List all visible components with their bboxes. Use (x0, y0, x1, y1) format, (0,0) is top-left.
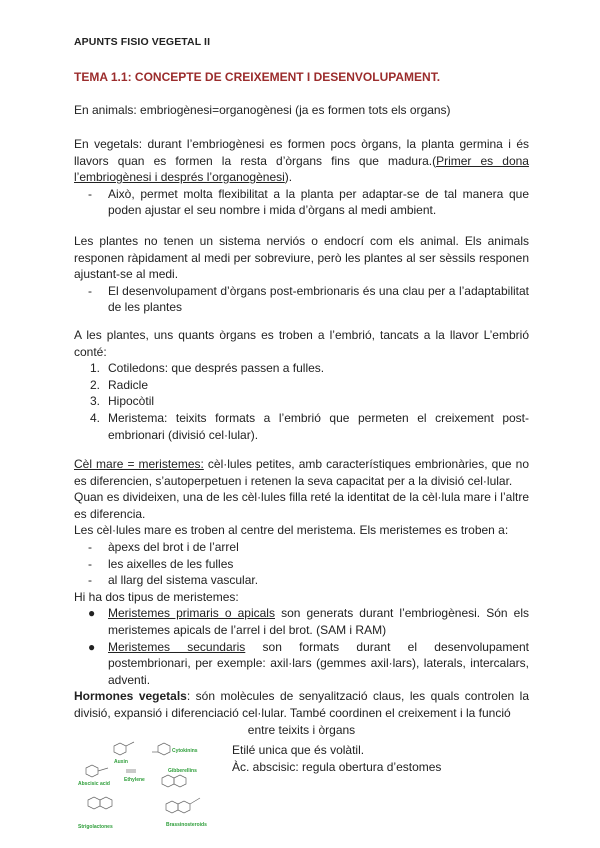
brassinosteroids-label: Brassinosteroids (166, 822, 207, 828)
meristem-definition-term: Cèl mare = meristemes: (74, 457, 204, 471)
meristem-definition-text: cèl·lules petites, amb característiques embrionàries, que no es diferencien, s’autoperpetuen i retenen la seva capacitat per a la divisió cel·lular. (74, 457, 529, 488)
paragraph-embryo-text: A les plantes, uns quants òrgans es troben a l’embrió, tancats a la llavor L’embrió conté: (74, 328, 529, 359)
ethylene-note: Etilé unica que és volàtil. (232, 743, 365, 757)
dash-marker: - (88, 186, 92, 201)
hormones-text-end: entre teixits i òrgans (247, 722, 356, 737)
list-number: 1. (90, 361, 101, 376)
list-item (74, 639, 529, 689)
list-item-text: les aixelles de les fulles (108, 556, 234, 571)
cytokinin-ring-shape (158, 743, 170, 755)
auxin-ring-shape (114, 743, 126, 755)
vegetals-bullet-list (74, 186, 529, 219)
list-item (74, 186, 529, 219)
list-item-text: El desenvolupament d’òrgans post-embrionaris és una clau per a l’adaptabilitat de les plantes (108, 283, 529, 315)
paragraph-animals-text: En animals: embriogènesi=organogènesi (ja es formen tots els organs) (74, 103, 451, 117)
list-item (74, 283, 529, 316)
bullet-marker: ● (88, 639, 96, 654)
hormones-text: : són molècules de senyalització claus, les quals controlen la divisió, expansió i diferenciació cel·lular. També coordinen el creixement i la funció (74, 689, 529, 720)
gibberellins-label: Gibberellins (168, 768, 197, 774)
list-item (74, 556, 529, 573)
list-item-text: Meristema: teixits formats a l’embrió que permeten el creixement post-embrionari (divisió cel·lular). (108, 410, 529, 442)
plants-bullet-list (74, 283, 529, 316)
cytokinins-label: Cytokinins (172, 748, 198, 754)
list-item (74, 539, 529, 556)
dash-marker: - (88, 283, 92, 298)
auxin-label: Auxin (114, 759, 128, 765)
abscisic-acid-label: Abscisic acid (78, 781, 110, 787)
list-number: 3. (90, 394, 101, 409)
list-item-term: Meristemes secundaris (108, 639, 246, 654)
list-item (74, 572, 529, 589)
side-notes (232, 742, 441, 775)
strigolactones-label: Strigolactones (78, 824, 113, 830)
list-item-text: Radicle (108, 377, 149, 392)
list-item-text: Això, permet molta flexibilitat a la planta per adaptar-se de tal manera que poden ajustar el seu nombre i mida d’òrgans al medi ambient. (108, 186, 529, 218)
paragraph-embryo (74, 327, 529, 443)
hormone-structures-figure (74, 738, 224, 838)
ethylene-label: Ethylene (124, 777, 145, 783)
list-item-text: àpexs del brot i de l’arrel (108, 539, 239, 554)
list-item (74, 393, 529, 410)
abscisic-note: Àc. abscisic: regula obertura d’estomes (232, 759, 442, 774)
hormones-term: Hormones vegetals (74, 689, 187, 704)
list-item (74, 360, 529, 377)
paragraph-vegetals (74, 136, 529, 219)
gibberellin-ring-shape (162, 775, 174, 787)
list-item (74, 377, 529, 394)
list-item-text: Hipocòtil (108, 394, 155, 409)
paragraph-division-text: Quan es divideixen, una de les cèl·lules filla reté la identitat de la cèl·lula mare i l’altre es diferencia. (74, 490, 529, 521)
abscisic-ring-shape (86, 765, 98, 777)
paragraph-types-text: Hi ha dos tipus de meristemes: (74, 589, 239, 604)
list-item-text: son generats durant l’embriogènesi. Són els meristemes apicals de l’arrel i del brot. (SAM i RAM) (108, 606, 529, 637)
paragraph-location-text: Les cèl·lules mare es troben al centre del meristema. Els meristemes es troben a: (74, 523, 509, 538)
list-item-text: Cotiledons: que després passen a fulles. (108, 361, 325, 376)
list-item (74, 605, 529, 638)
list-item (74, 410, 529, 443)
list-number: 4. (90, 410, 101, 425)
meristem-type-list (74, 605, 529, 688)
embryo-organ-list (74, 360, 529, 443)
section-title: TEMA 1.1: CONCEPTE DE CREIXEMENT I DESENVOLUPAMENT. (74, 70, 441, 84)
list-item-text: al llarg del sistema vascular. (108, 573, 259, 588)
list-item-text: son formats durant el desenvolupament postembrionari, per exemple: axil·lars (gemmes axil·lars), laterals, intercalars, adventi. (108, 639, 530, 687)
document-header: APUNTS FISIO VEGETAL II (74, 36, 211, 48)
list-item-term: Meristemes primaris o apicals (108, 606, 275, 621)
dash-marker: - (88, 539, 92, 554)
paragraph-animals (74, 102, 529, 119)
list-number: 2. (90, 377, 101, 392)
paragraph-vegetals-end: ). (284, 170, 293, 185)
strigolactone-ring-shape (88, 797, 100, 809)
brassinosteroid-ring-shape (166, 801, 178, 813)
dash-marker: - (88, 573, 92, 588)
paragraph-meristems (74, 456, 529, 738)
paragraph-plants-nervous-text: Les plantes no tenen un sistema nerviós o endocrí com els animal. Els animals responen ràpidament al medi per sobreviure, però les plantes al ser sèssils responen ajustant-se al medi. (74, 234, 529, 282)
paragraph-plants-nervous (74, 233, 529, 316)
dash-marker: - (88, 556, 92, 571)
bullet-marker: ● (88, 606, 96, 621)
meristem-location-list (74, 539, 529, 589)
paragraph-vegetals-underlined: Primer es dona l’embriogènesi i després l’organogènesi (74, 153, 529, 185)
paragraph-vegetals-text: En vegetals: durant l’embriogènesi es formen pocs òrgans, la planta germina i és llavors quan es formen la resta d’òrgans fins que madura.( (74, 137, 529, 168)
